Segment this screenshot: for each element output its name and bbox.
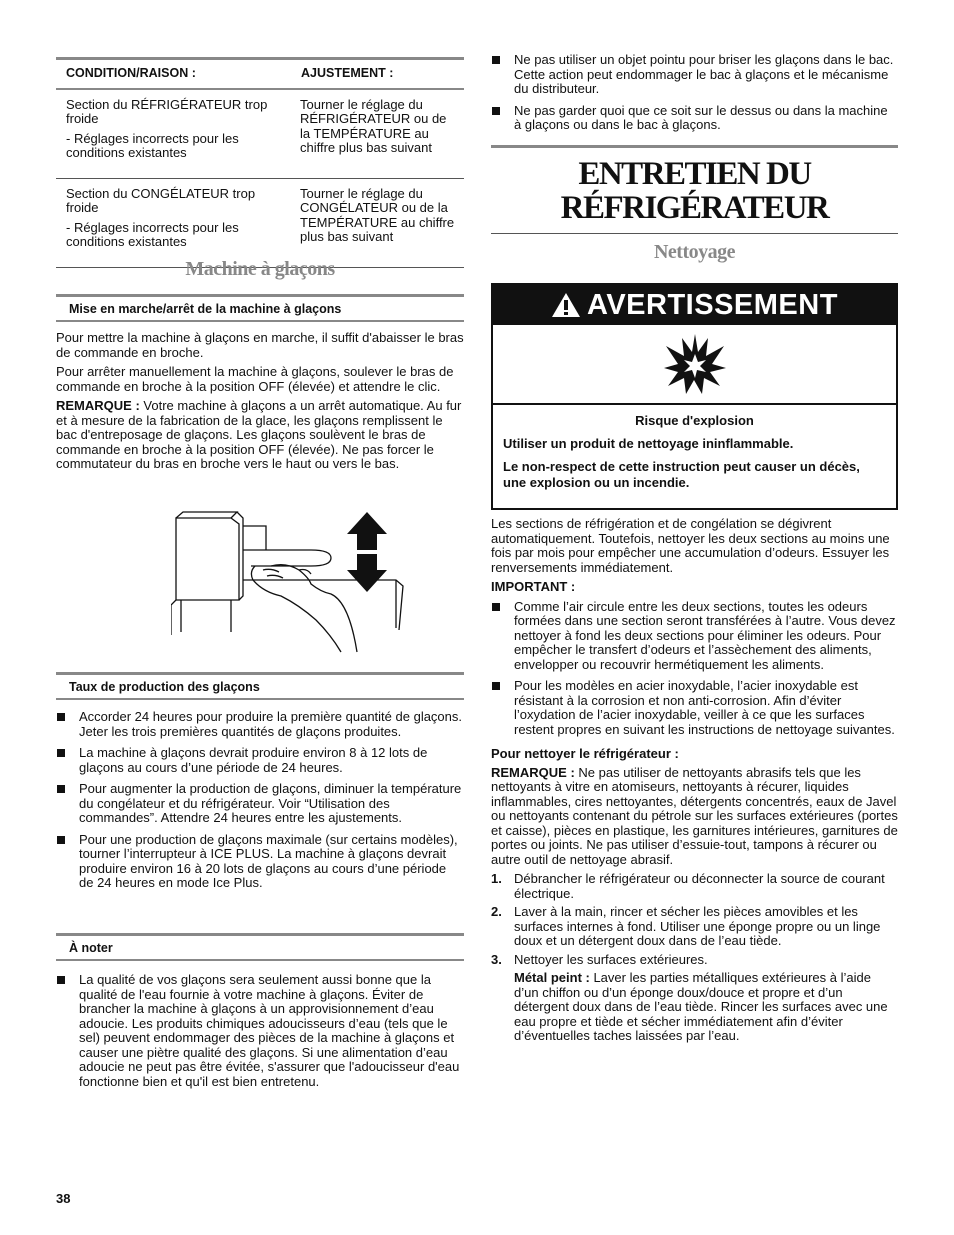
note-paragraph [491,766,898,868]
step-text: Laver à la main, rincer et sécher les pièces amovibles et les surfaces internes à fond. Utiliser une éponge propre ou un linge doux et un détergent doux dans de l’eau tiède. [514,904,881,948]
warning-text [493,405,896,506]
ice-maker-title: Machine à glaçons [185,258,335,280]
warning-header [493,285,896,325]
condition-cell [56,89,291,179]
adjustment-cell: Tourner le réglage du RÉFRIGÉRATEUR ou de la TEMPÉRATURE au chiffre plus bas suivant [291,89,464,179]
clean-heading: Pour nettoyer le réfrigérateur : [491,746,679,761]
explosion-pictogram [493,325,896,405]
divider [491,233,898,234]
cleaning-title: Nettoyage [653,241,736,263]
paragraph: Pour arrêter manuellement la machine à glaçons, soulever le bras de commande en broche à la position OFF (élevée) et attendre le clic. [56,364,454,394]
step-item [491,953,898,968]
step-number: 2. [491,904,502,919]
explosion-icon [662,332,728,396]
adjustment-table [56,57,464,268]
list-item: Comme l’air circule entre les deux sections, toutes les odeurs formées dans une section seront transférées à l’autre. Vous devez nettoyer à fond les deux sections pour éliminer les odeurs. Pour empêcher le transfert d’odeurs et l’assèchement des aliments, envelopper ou recouvrir hermétiquement les aliments. [491,600,898,673]
metal-label: Métal peint : [514,970,590,985]
step-number: 1. [491,871,502,886]
list-item: Accorder 24 heures pour produire la première quantité de glaçons. Jeter les trois premières quantités de glaçons produites. [56,710,464,739]
divider [491,145,898,148]
list-item: Pour augmenter la production de glaçons, diminuer la température du congélateur et du réfrigérateur. Voir “Utilisation des commandes”. Attendre 24 heures entre les ajustements. [56,782,464,826]
note-paragraph [56,399,464,472]
adjustment-cell: Tourner le réglage du CONGÉLATEUR ou de la TEMPÉRATURE au chiffre plus bas suivant [291,178,464,267]
notes-subheading: À noter [56,933,464,961]
important-label: IMPORTANT : [491,579,576,594]
note-text: Ne pas utiliser de nettoyants abrasifs tels que les nettoyants à vitre en atomiseurs, nettoyants à récurer, liquides inflammables, cires nettoyantes, détergents concentrés, eaux de Javel ou nettoyants contenant du pétrole sur les surfaces extérieures (portes et caisse), pièces en plastique, les garnitures intérieures, garnitures de portes ou joints. Ne pas utiliser d’essuie-tout, tampons à récurer ou autre outil de nettoyage abrasif. [491,764,898,867]
note-label: REMARQUE : [56,398,140,413]
condition-text: Section du CONGÉLATEUR trop froide [66,185,256,215]
table-row [56,89,464,179]
page-title-line1: ENTRETIEN DU [578,156,811,192]
table-row [56,178,464,267]
table-header-condition: CONDITION/RAISON : [56,59,291,89]
table-header-adjustment: AJUSTEMENT : [291,59,464,89]
metal-text: Laver les parties métalliques extérieures à l’aide d’un chiffon ou d’un éponge doux/douce et propre et d’un détergent doux dans de l’eau tiède. Rincer les surfaces avec une eau propre et tiède et sécher immédiatement afin d’éviter d’éventuelles taches laissées par l’eau. [514,970,888,1043]
onoff-text [56,331,464,477]
step-text: Débrancher le réfrigérateur ou déconnecter la source de courant électrique. [514,871,885,901]
step-number: 3. [491,951,502,967]
step-text: Nettoyer les surfaces extérieures. [514,951,708,967]
rate-subheading: Taux de production des glaçons [56,672,464,700]
paragraph: Les sections de réfrigération et de congélation se dégivrent automatiquement. Toutefois, nettoyer les deux sections au moins une fois par mois pour empêcher une accumulation d’odeurs. Essuyer les renversements immédiatement. [491,516,890,575]
metal-paragraph [491,971,898,1044]
warning-box [491,283,898,510]
condition-cell [56,178,291,267]
onoff-subheading: Mise en marche/arrêt de la machine à glaçons [56,294,464,322]
note-label: REMARQUE : [491,764,575,780]
list-item: Pour une production de glaçons maximale (sur certains modèles), tourner l’interrupteur à ICE PLUS. La machine à glaçons devrait produire environ 16 à 20 lots de glaçons au cours d’une période de 24 heures en mode Ice Plus. [56,833,464,891]
list-item: Ne pas utiliser un objet pointu pour briser les glaçons dans le bac. Cette action peut endommager le bac à glaçons et le mécanisme du distributeur. [491,53,898,97]
warning-triangle-icon [551,292,581,318]
condition-text: - Réglages incorrects pour les conditions existantes [66,130,239,160]
ice-maker-arm-illustration [171,510,411,660]
list-item: Pour les modèles en acier inoxydable, l’acier inoxydable est résistant à la corrosion et non anti-corrosion. Afin d’éviter l’oxydation de l’acier inoxydable, veiller à ce que les surfaces restent propres en suivant les instructions de nettoyage suivantes. [491,679,898,737]
top-bullets [491,53,898,140]
page-number: 38 [56,1191,71,1206]
list-item: Ne pas garder quoi que ce soit sur le dessus ou dans la machine à glaçons ou dans le bac à glaçons. [491,104,898,133]
step-item [491,872,898,901]
step-item [491,905,898,949]
notes-bullets [56,973,464,1096]
page-title-line2: RÉFRIGÉRATEUR [560,190,829,226]
list-item: La qualité de vos glaçons sera seulement aussi bonne que la qualité de l'eau fournie à votre machine à glaçons. Éviter de brancher la machine à glaçons à un approvisionnement d’eau adoucie. Les produits chimiques adoucisseurs d’eau (tels que le sel) peuvent endommager des pièces de la machine à glaçons et causer une piètre qualité des glaçons. Si une alimentation d’eau adoucie ne peut pas être évitée, s'assurer que l'adoucisseur d'eau fonctionne bien et qu'il est bien entretenu. [56,973,464,1089]
condition-text: - Réglages incorrects pour les conditions existantes [66,219,239,249]
warning-instruction: Utiliser un produit de nettoyage ininflammable. [503,436,794,451]
rate-bullets [56,710,464,898]
note-text: Votre machine à glaçons a un arrêt automatique. Au fur et à mesure de la fabrication de la glace, les glaçons remplissent le bac d'entreposage de glaçons. Les glaçons soulèvent le bras de commande en broche à la position OFF (élevée). Ne pas forcer le commutateur du bras en broche vers le haut ou vers le bas. [56,398,462,471]
condition-text: Section du RÉFRIGÉRATEUR trop froide [66,96,268,126]
warning-consequence: Le non-respect de cette instruction peut causer un décès, une explosion ou un incendie. [503,459,860,490]
list-item: La machine à glaçons devrait produire environ 8 à 12 lots de glaçons au cours d’une période de 24 heures. [56,746,464,775]
cleaning-text [491,517,898,1049]
paragraph: Pour mettre la machine à glaçons en marche, il suffit d'abaisser le bras de commande en broche. [56,330,464,360]
warning-risk: Risque d'explosion [635,413,754,428]
warning-label: AVERTISSEMENT [587,288,838,321]
